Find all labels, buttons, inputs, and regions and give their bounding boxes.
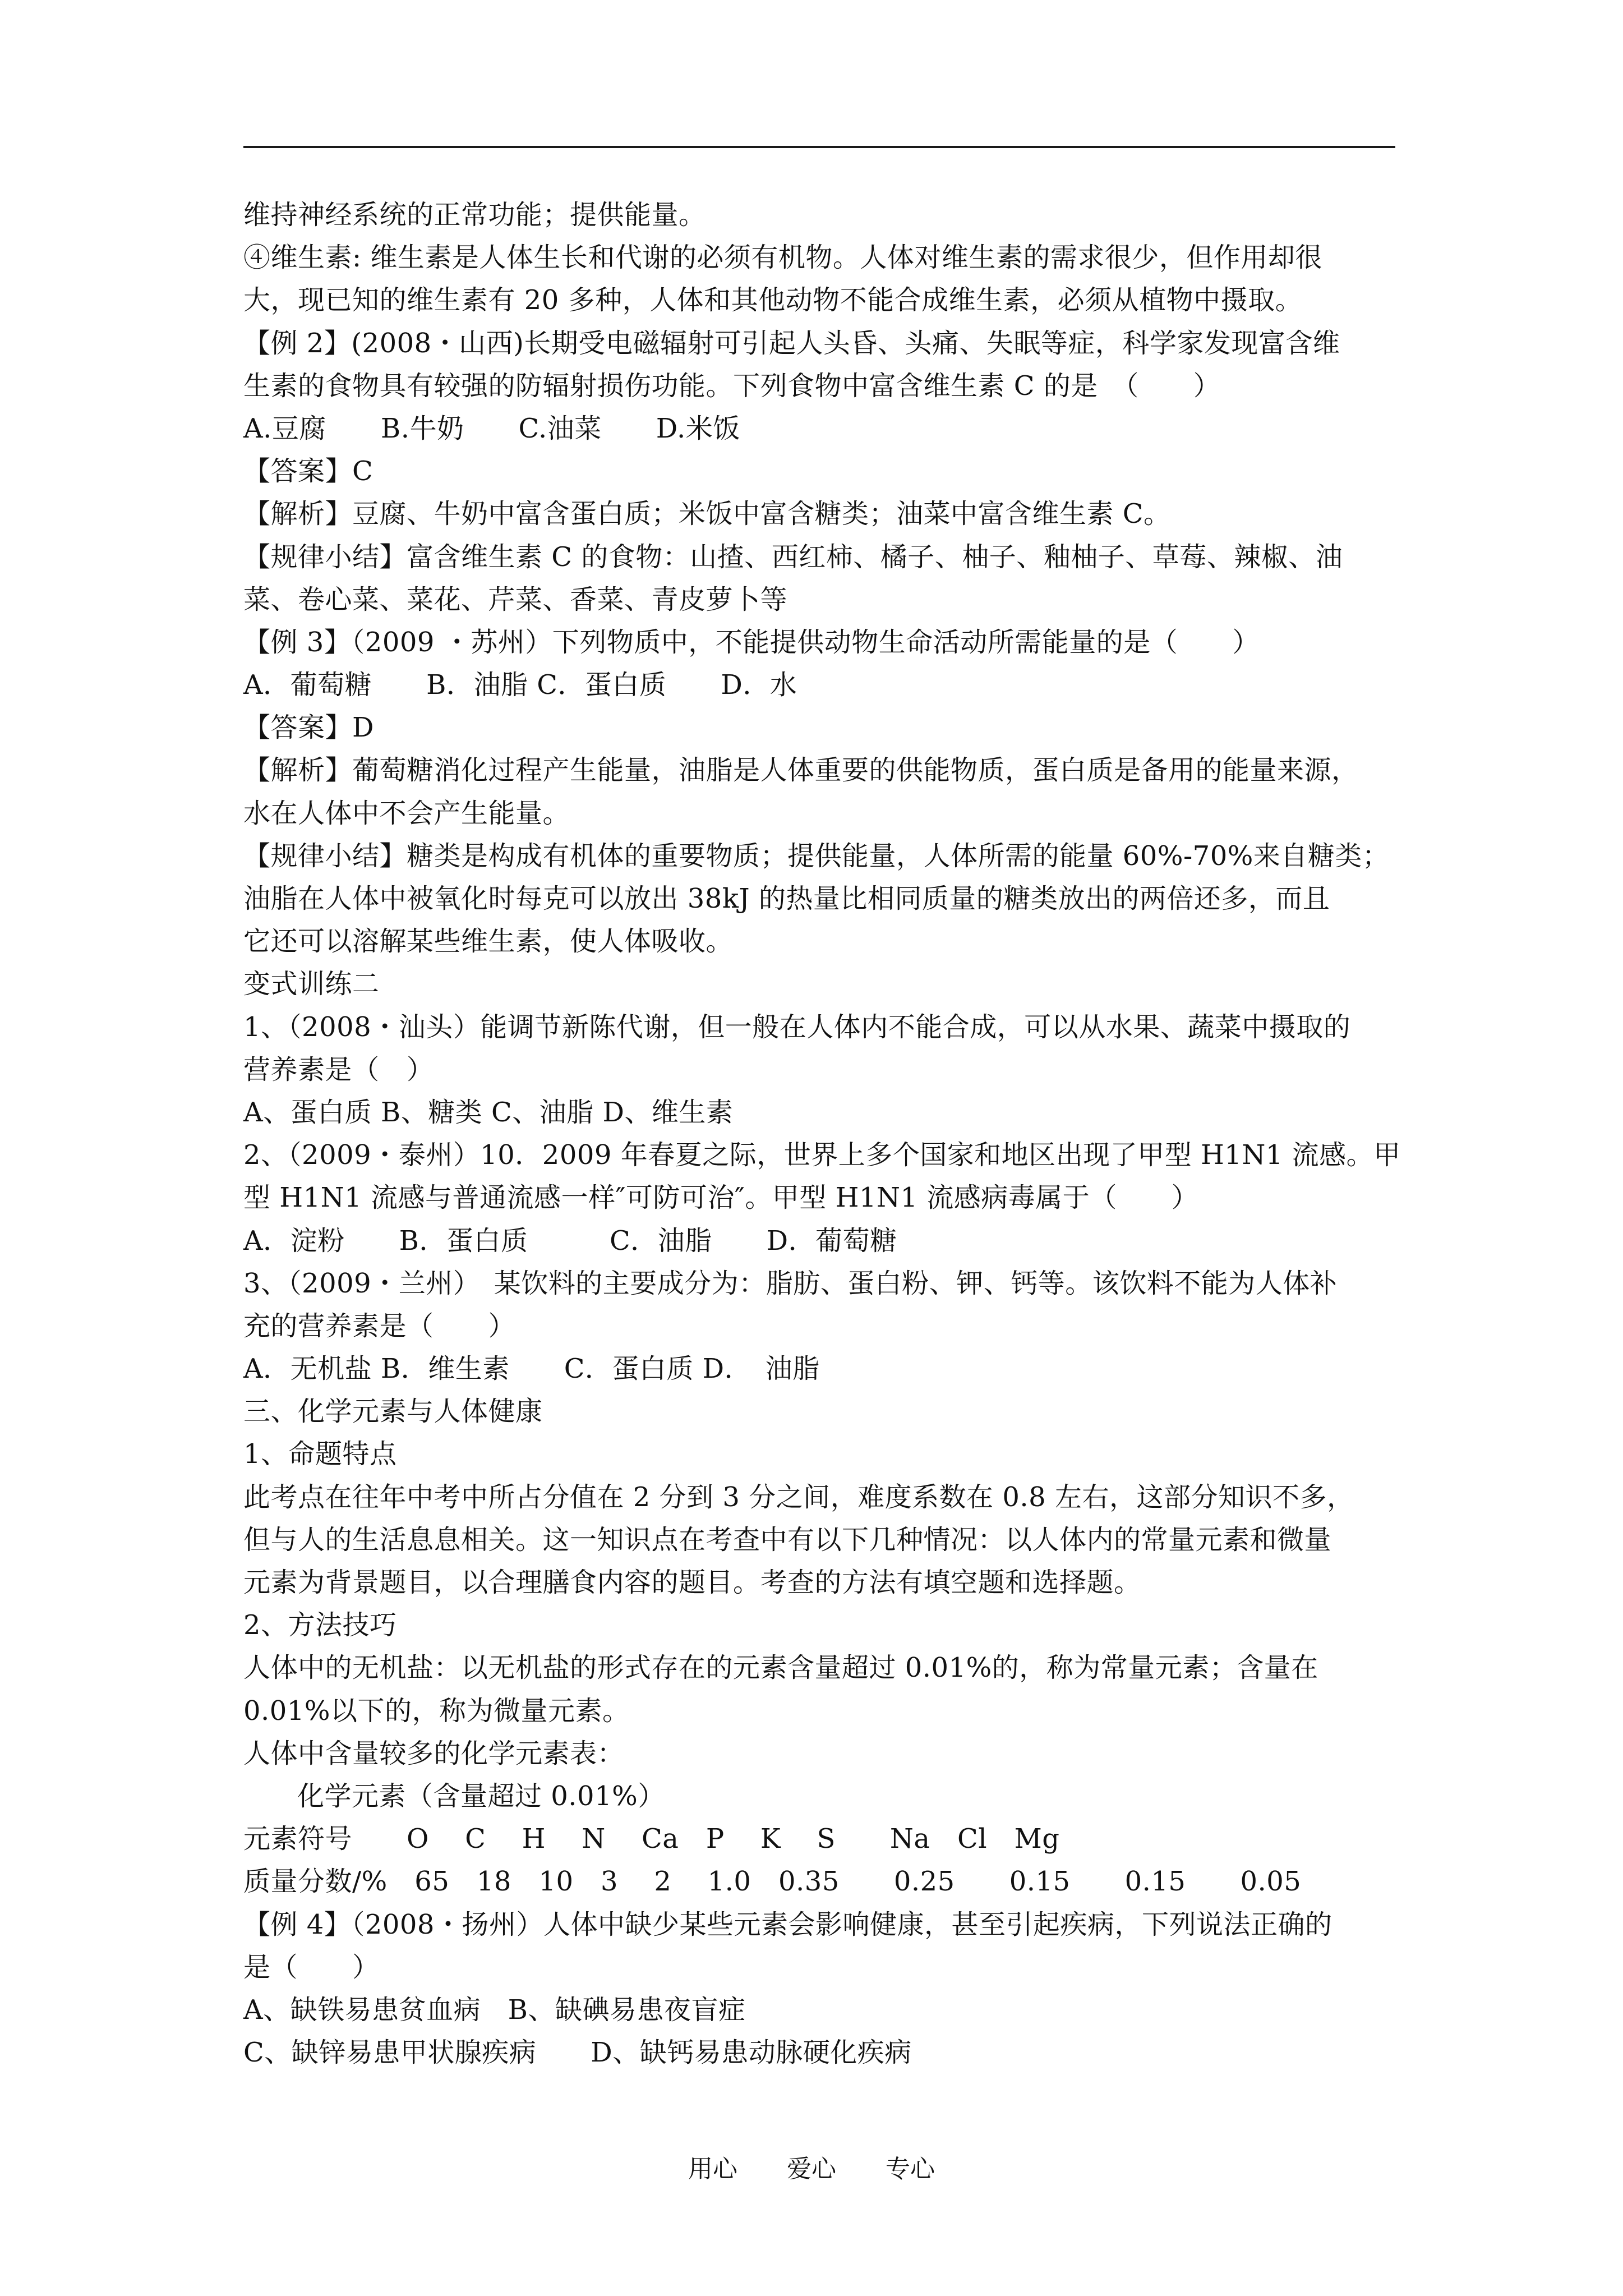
example-4-question: 【例 4】（2008・扬州）人体中缺少某些元素会影响健康，甚至引起疾病，下列说法正确的 bbox=[243, 1908, 1332, 1940]
text-line: 生素的食物具有较强的防辐射损伤功能。下列食物中富含维生素 C 的是 （ ） bbox=[243, 370, 1221, 402]
element-symbols-row: 元素符号 O C H N Ca P K S Na Cl Mg bbox=[243, 1823, 1060, 1855]
text-line: 维持神经系统的正常功能；提供能量。 bbox=[243, 199, 706, 231]
exercise-question: 2、（2009・泰州）10．2009 年春夏之际，世界上多个国家和地区出现了甲型 H1N1 流感。甲 bbox=[243, 1139, 1401, 1171]
text-line: 它还可以溶解某些维生素，使人体吸收。 bbox=[243, 926, 734, 958]
subsection-heading: 2、方法技巧 bbox=[243, 1609, 397, 1641]
text-line: 大，现已知的维生素有 20 多种，人体和其他动物不能合成维生素，必须从植物中摄取。 bbox=[243, 284, 1303, 316]
text-line: 充的营养素是（ ） bbox=[243, 1310, 516, 1342]
exercise-question: 3、（2009・兰州） 某饮料的主要成分为：脂肪、蛋白粉、钾、钙等。该饮料不能为人体补 bbox=[243, 1267, 1338, 1299]
text-line: 此考点在往年中考中所占分值在 2 分到 3 分之间，难度系数在 0.8 左右，这部分知识不多， bbox=[243, 1481, 1354, 1513]
answer-line: 【答案】C bbox=[243, 455, 374, 487]
text-line: 元素为背景题目，以合理膳食内容的题目。考查的方法有填空题和选择题。 bbox=[243, 1567, 1141, 1598]
text-line: 人体中的无机盐：以无机盐的形式存在的元素含量超过 0.01%的，称为常量元素；含量在 bbox=[243, 1652, 1318, 1684]
document-body bbox=[243, 194, 1399, 2074]
options-line: A．葡萄糖 B．油脂 C．蛋白质 D．水 bbox=[243, 669, 797, 701]
options-line: A．无机盐 B．维生素 C．蛋白质 D． 油脂 bbox=[243, 1353, 820, 1385]
summary-line: 【规律小结】富含维生素 C 的食物：山揸、西红柿、橘子、柚子、釉柚子、草莓、辣椒、油 bbox=[243, 541, 1343, 573]
text-line: 0.01%以下的，称为微量元素。 bbox=[243, 1695, 630, 1727]
text-line: ④维生素: 维生素是人体生长和代谢的必须有机物。人体对维生素的需求很少，但作用却很 bbox=[243, 242, 1322, 274]
text-line: 营养素是（ ） bbox=[243, 1053, 434, 1085]
options-line: A．淀粉 B．蛋白质 C．油脂 D．葡萄糖 bbox=[243, 1225, 897, 1257]
text-line: 油脂在人体中被氧化时每克可以放出 38kJ 的热量比相同质量的糖类放出的两倍还多，而且 bbox=[243, 883, 1330, 914]
section-heading: 变式训练二 bbox=[243, 968, 380, 1000]
summary-line: 【规律小结】糖类是构成有机体的重要物质；提供能量，人体所需的能量 60%-70%来自糖类； bbox=[243, 840, 1390, 872]
example-2-question: 【例 2】(2008・山西)长期受电磁辐射可引起人头昏、头痛、失眠等症，科学家发现富含维 bbox=[243, 327, 1340, 359]
exercise-question: 1、（2008・汕头）能调节新陈代谢，但一般在人体内不能合成，可以从水果、蔬菜中摄取的 bbox=[243, 1011, 1351, 1043]
text-line: 人体中含量较多的化学元素表： bbox=[243, 1737, 625, 1769]
header-rule bbox=[243, 146, 1395, 148]
answer-line: 【答案】D bbox=[243, 712, 374, 744]
subsection-heading: 1、命题特点 bbox=[243, 1438, 397, 1470]
options-line: A、缺铁易患贫血病 B、缺碘易患夜盲症 bbox=[243, 1994, 746, 2026]
analysis-line: 【解析】葡萄糖消化过程产生能量，油脂是人体重要的供能物质，蛋白质是备用的能量来源， bbox=[243, 754, 1359, 786]
text-line: 水在人体中不会产生能量。 bbox=[243, 797, 570, 829]
table-caption: 化学元素（含量超过 0.01%） bbox=[297, 1780, 665, 1812]
text-line: 型 H1N1 流感与普通流感一样″可防可治″。甲型 H1N1 流感病毒属于（ ） bbox=[243, 1182, 1199, 1214]
section-heading: 三、化学元素与人体健康 bbox=[243, 1396, 543, 1428]
mass-fraction-row: 质量分数/% 65 18 10 3 2 1.0 0.35 0.25 0.15 0.15 0.05 bbox=[243, 1866, 1302, 1898]
text-line: 菜、卷心菜、菜花、芹菜、香菜、青皮萝卜等 bbox=[243, 583, 788, 615]
options-line: A、蛋白质 B、糖类 C、油脂 D、维生素 bbox=[243, 1096, 734, 1128]
example-3-question: 【例 3】（2009 ・苏州）下列物质中，不能提供动物生命活动所需能量的是（ ） bbox=[243, 626, 1260, 658]
options-line: C、缺锌易患甲状腺疾病 D、缺钙易患动脉硬化疾病 bbox=[243, 2037, 912, 2069]
text-line: 是（ ） bbox=[243, 1951, 380, 1983]
options-line: A.豆腐 B.牛奶 C.油菜 D.米饭 bbox=[243, 412, 740, 444]
page-footer: 用心 爱心 专心 bbox=[688, 2155, 935, 2183]
analysis-line: 【解析】豆腐、牛奶中富含蛋白质；米饭中富含糖类；油菜中富含维生素 C。 bbox=[243, 498, 1171, 530]
text-line: 但与人的生活息息相关。这一知识点在考查中有以下几种情况：以人体内的常量元素和微量 bbox=[243, 1524, 1332, 1556]
